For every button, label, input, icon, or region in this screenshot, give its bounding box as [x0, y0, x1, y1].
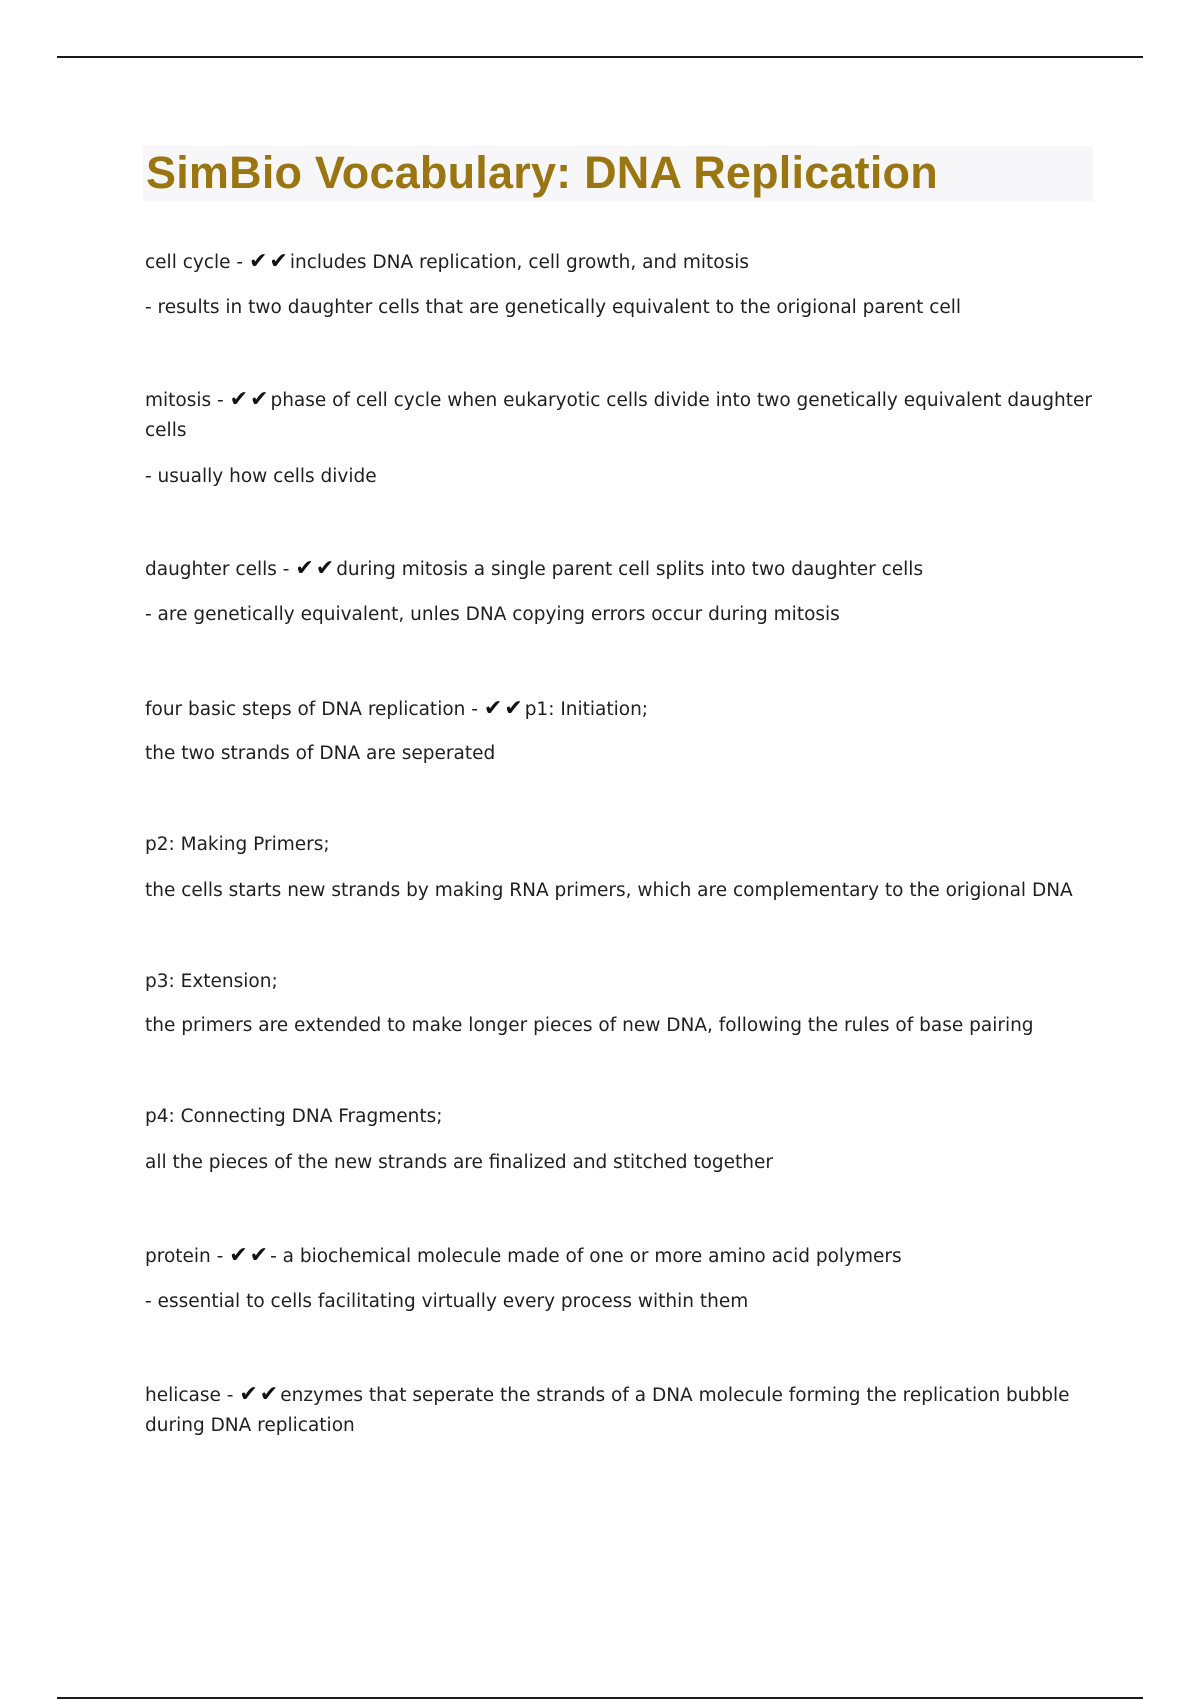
bottom-rule: [57, 1697, 1143, 1699]
definition: during mitosis a single parent cell splits into two daughter cells: [336, 559, 924, 580]
note-line: - are genetically equivalent, unles DNA copying errors occur during mitosis: [145, 604, 840, 625]
page-title: SimBio Vocabulary: DNA Replication: [146, 147, 938, 198]
note-line: the two strands of DNA are seperated: [145, 743, 496, 764]
note-line: - essential to cells facilitating virtually every process within them: [145, 1291, 749, 1312]
check-icon: ✔: [250, 387, 269, 412]
check-icon: ✔: [259, 1382, 279, 1407]
term-line: [145, 694, 1095, 725]
note-line: all the pieces of the new strands are finalized and stitched together: [145, 1152, 774, 1173]
term-line: [145, 1241, 1095, 1272]
note-line: the primers are extended to make longer pieces of new DNA, following the rules of base pairing: [145, 1015, 1034, 1036]
top-rule: [57, 56, 1143, 58]
definition: enzymes that seperate the strands of a DNA molecule forming the replication bubble during DNA replication: [145, 1385, 1070, 1436]
check-icon: ✔: [239, 1382, 258, 1407]
check-icon: ✔: [269, 249, 288, 274]
note-line: p4: Connecting DNA Fragments;: [145, 1106, 443, 1127]
check-icon: ✔: [315, 556, 335, 581]
check-icon: ✔: [483, 696, 503, 721]
term-line: [145, 554, 1095, 585]
term-line: [145, 247, 1095, 278]
term: mitosis -: [145, 390, 230, 411]
check-icon: ✔: [248, 249, 268, 274]
note-line: - results in two daughter cells that are genetically equivalent to the origional parent cell: [145, 297, 962, 318]
check-icon: ✔: [229, 387, 249, 412]
note-line: p3: Extension;: [145, 971, 278, 992]
term: daughter cells -: [145, 559, 296, 580]
check-icon: ✔: [295, 556, 314, 581]
term-line: [145, 1380, 1075, 1441]
note-line: p2: Making Primers;: [145, 834, 330, 855]
note-line: - usually how cells divide: [145, 466, 377, 487]
term-line: [145, 385, 1095, 446]
definition: phase of cell cycle when eukaryotic cells divide into two genetically equivalent daughter cells: [145, 390, 1092, 441]
definition: includes DNA replication, cell growth, and mitosis: [289, 252, 750, 273]
term: protein -: [145, 1246, 230, 1267]
note-line: the cells starts new strands by making RNA primers, which are complementary to the origional DNA: [145, 880, 1073, 901]
term: helicase -: [145, 1385, 240, 1406]
term: four basic steps of DNA replication -: [145, 699, 484, 720]
definition: p1: Initiation;: [524, 699, 649, 720]
check-icon: ✔: [229, 1243, 248, 1268]
check-icon: ✔: [249, 1243, 269, 1268]
term: cell cycle -: [145, 252, 249, 273]
definition: - a biochemical molecule made of one or more amino acid polymers: [270, 1246, 902, 1267]
check-icon: ✔: [504, 696, 523, 721]
